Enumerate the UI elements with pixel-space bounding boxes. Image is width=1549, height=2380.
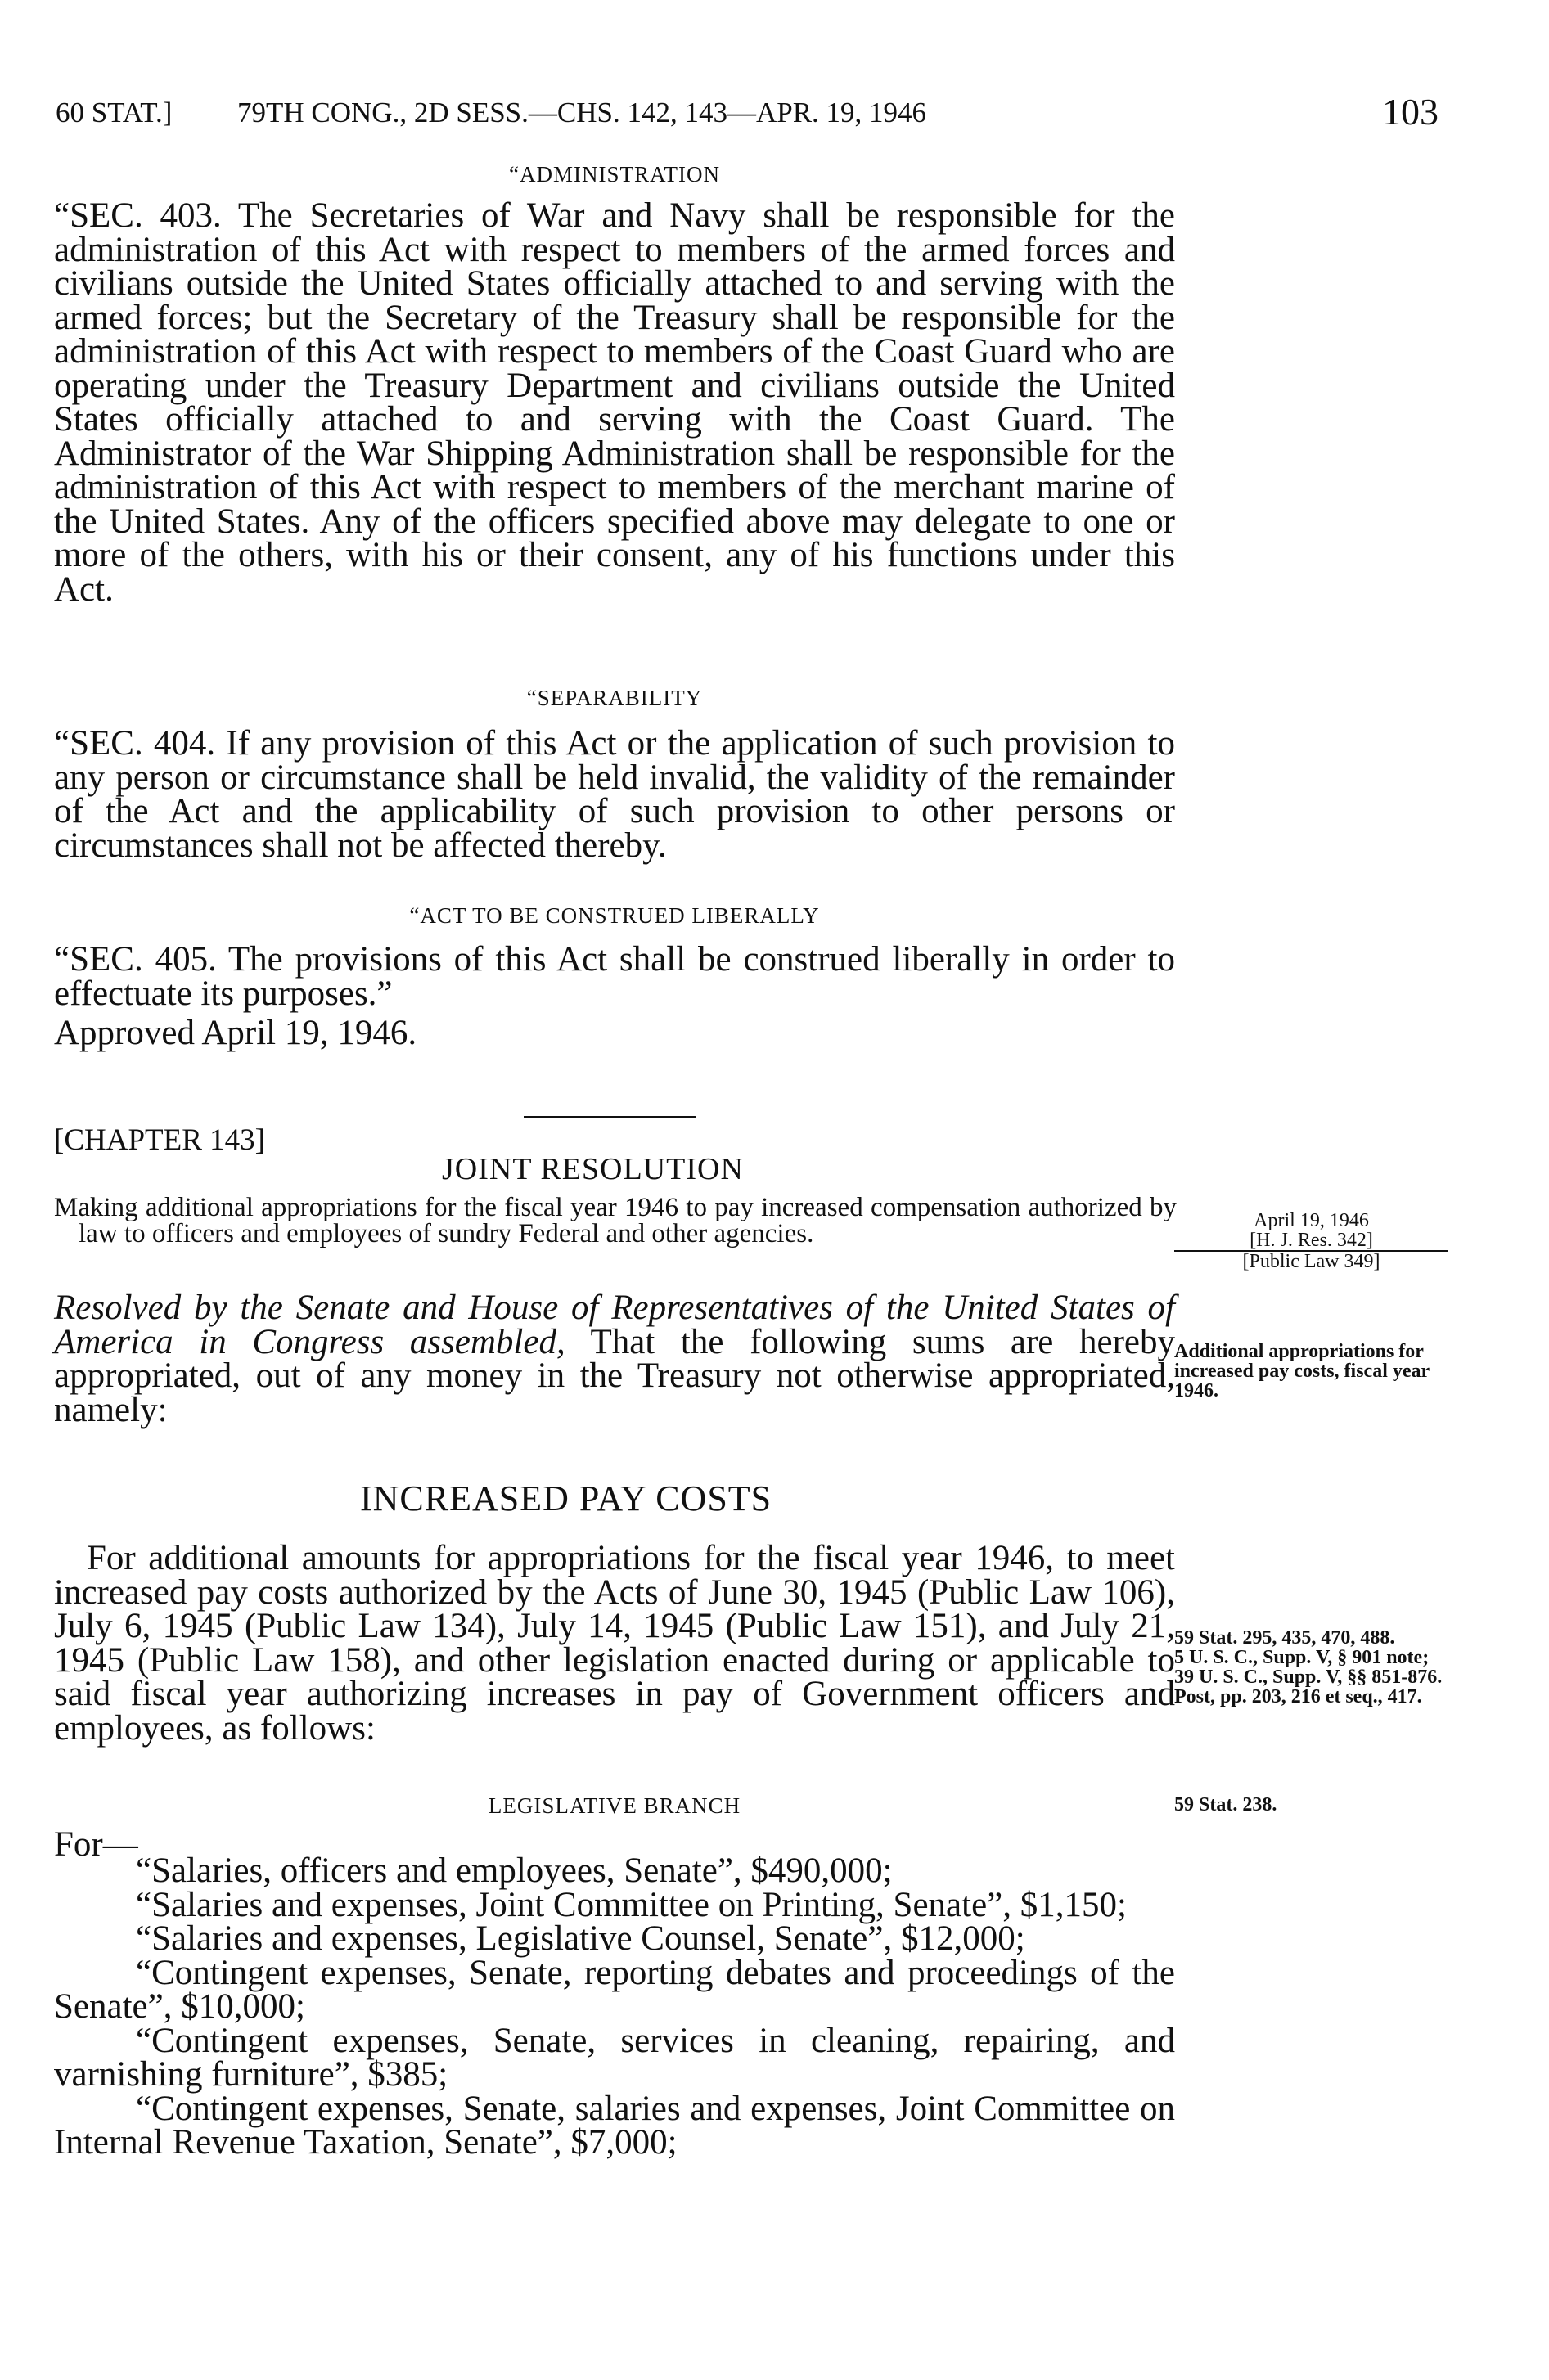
resolving-clause [54, 1291, 1175, 1427]
margin-approval-date: April 19, 1946 [1254, 1210, 1369, 1231]
joint-resolution-description: Making additional appropriations for the fiscal year 1946 to pay increased compensation authorized by law to officers and employees of sundry Federal and other agencies. [54, 1193, 1177, 1248]
joint-resolution-description-block [54, 1194, 1177, 1247]
appropriation-item: “Salaries and expenses, Legislative Counsel, Senate”, $12,000; [136, 1919, 1025, 1958]
legislative-branch-caption: LEGISLATIVE BRANCH [488, 1793, 741, 1818]
approved-date: Approved April 19, 1946. [54, 1014, 417, 1052]
margin-post-ref: Post, pp. 203, 216 et seq., 417. [1174, 1686, 1422, 1707]
resolving-clause-text [54, 1291, 1175, 1427]
approval [54, 1016, 1175, 1051]
section-404 [54, 686, 1175, 711]
section-405-text: “SEC. 405. The provisions of this Act shall be construed liberally in order to effectuate its purposes.” [54, 940, 1175, 1013]
margin-stat-ref: 59 Stat. 295, 435, 470, 488. [1174, 1627, 1395, 1649]
margin-usc-ref: 5 U. S. C., Supp. V, § 901 note; 39 U. S. C., Supp. V, §§ 851-876. [1174, 1647, 1443, 1688]
section-403-body [54, 196, 1175, 609]
increased-pay-body [54, 1539, 1175, 1748]
section-caption-construed: “ACT TO BE CONSTRUED LIBERALLY [409, 903, 820, 928]
margin-note-additional: Additional appropriations for increased pay costs, fiscal year 1946. [1174, 1341, 1430, 1401]
appropriation-item: “Salaries and expenses, Joint Committee on Printing, Senate”, $1,150; [136, 1885, 1127, 1924]
section-403-text: “SEC. 403. The Secretaries of War and Navy shall be responsible for the administration of this Act with respect to members of the armed forces and civilians outside the United States officially attached to and serving with the armed forces; but the Secretary of the Treasury shall be responsible for the administration of this Act with respect to members of the Coast Guard who are operating under the Treasury Department and civilians outside the United States officially attached to and serving with the Coast Guard. The Administrator of the War Shipping Administration shall be responsible for the administration of this Act with respect to members of the merchant marine of the United States. Any of the officers specified above may delegate to one or more of the others, with his or their consent, any of his functions under this Act. [54, 196, 1175, 609]
resolving-clause-rest: That the following sums are hereby appropriated, out of any money in the Treasury not otherwise appropriated, namely: [54, 1322, 1175, 1429]
page-number: 103 [1382, 91, 1439, 133]
resolving-clause-italic: Resolved by the Senate and House of Representatives of the United States of America in Congress assembled, [54, 1289, 1175, 1361]
congress-session: 79TH CONG., 2D SESS.—CHS. 142, 143—APR. 19, 1946 [237, 97, 927, 128]
section-403 [54, 162, 1175, 187]
section-divider [524, 1116, 696, 1118]
margin-note-date [1174, 1211, 1448, 1271]
stat-volume: 60 STAT.] [56, 97, 173, 128]
appropriation-item: “Contingent expenses, Senate, salaries and expenses, Joint Committee on Internal Revenue Taxation, Senate”, $7,000; [54, 2089, 1175, 2162]
appropriation-item: “Salaries, officers and employees, Senate”, $490,000; [136, 1851, 893, 1890]
increased-pay-heading: INCREASED PAY COSTS [360, 1478, 772, 1518]
margin-note-stat-238: 59 Stat. 238. [1174, 1794, 1277, 1815]
section-405-body [54, 940, 1175, 1013]
appropriation-item: “Contingent expenses, Senate, services in cleaning, repairing, and varnishing furniture”, $385; [54, 2021, 1175, 2094]
appropriation-items [54, 1851, 1175, 2162]
margin-hj-res: [H. J. Res. 342] [1174, 1230, 1448, 1252]
section-caption-separability: “SEPARABILITY [526, 686, 703, 710]
section-caption-administration: “ADMINISTRATION [509, 162, 720, 187]
section-404-text: “SEC. 404. If any provision of this Act or the application of such provision to any person or circumstance shall be held invalid, the validity of the remainder of the Act and the applicability of such provision to other persons or circumstances shall not be affected thereby. [54, 724, 1175, 865]
appropriation-item: “Contingent expenses, Senate, reporting debates and proceedings of the Senate”, $10,000; [54, 1953, 1175, 2026]
for-label: For— [54, 1825, 138, 1864]
joint-resolution-title: JOINT RESOLUTION [442, 1152, 744, 1186]
section-405 [54, 903, 1175, 929]
margin-public-law: [Public Law 349] [1242, 1251, 1380, 1272]
running-head [56, 91, 1439, 146]
section-404-body [54, 724, 1175, 865]
increased-pay-text: For additional amounts for appropriations for the fiscal year 1946, to meet increased pay costs authorized by the Acts of June 30, 1945 (Public Law 106), July 6, 1945 (Public Law 134), July 14, 1945 (Public Law 151), and July 21, 1945 (Public Law 158), and other legislation enacted during or applicable to said fiscal year authorizing increases in pay of Government officers and employees, as follows: [54, 1539, 1175, 1748]
margin-note-citations [1174, 1628, 1448, 1707]
chapter-number: [CHAPTER 143] [54, 1123, 265, 1157]
legislative-branch-caption-wrap [54, 1793, 1175, 1819]
